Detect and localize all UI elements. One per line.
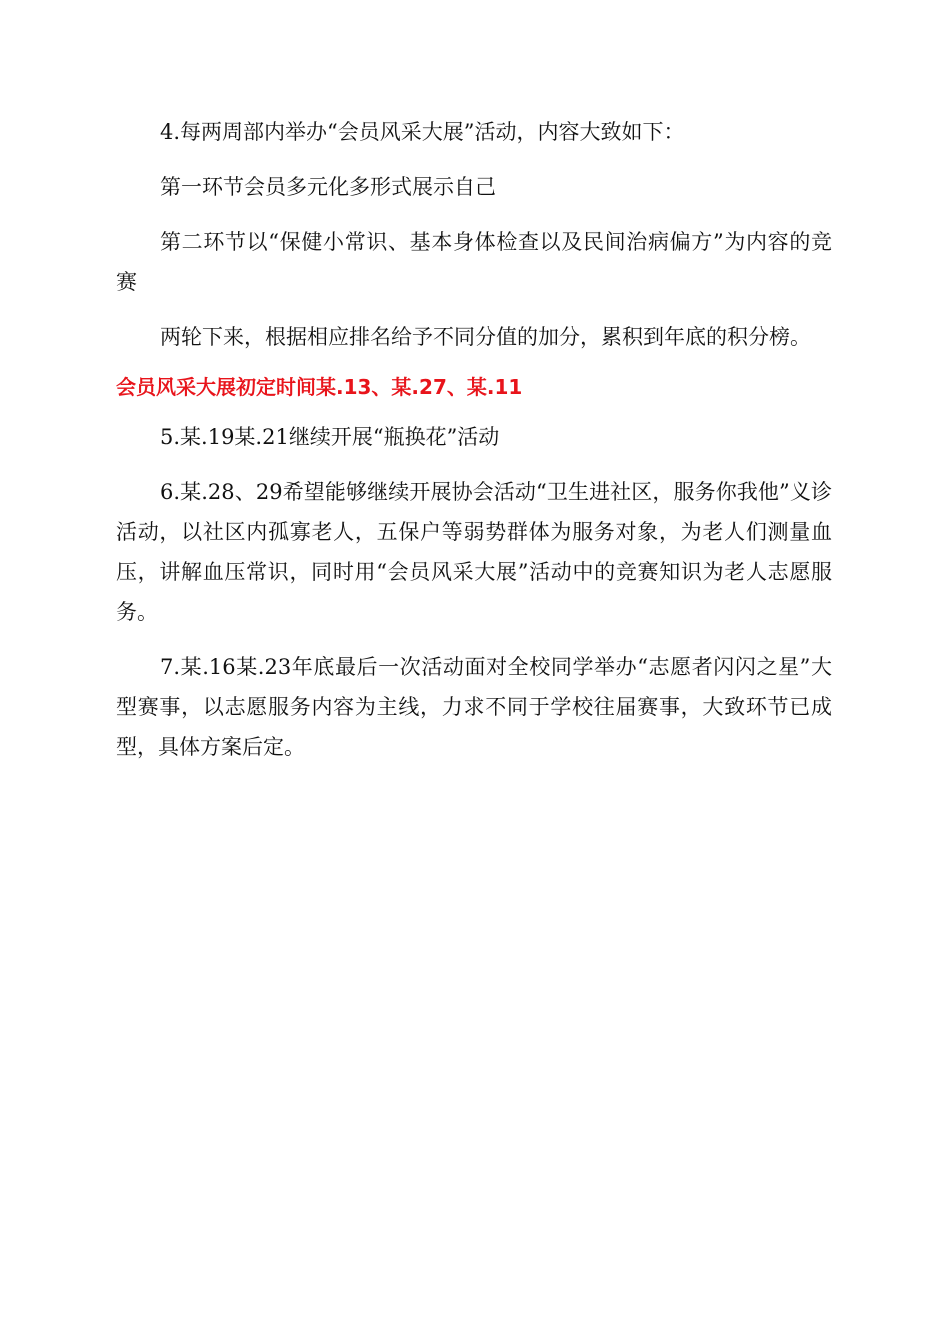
document-body <box>116 112 832 782</box>
paragraph-item-6: 6.某.28、29希望能够继续开展协会活动“卫生进社区，服务你我他”义诊活动，以社区内孤寡老人，五保户等弱势群体为服务对象，为老人们测量血压，讲解血压常识，同时用“会员风采大展”活动中的竞赛知识为老人志愿服务。 <box>116 480 832 624</box>
paragraph-item-4: 4.每两周部内举办“会员风采大展”活动，内容大致如下： <box>160 120 685 144</box>
paragraph-stage-two: 第二环节以“保健小常识、基本身体检查以及民间治病偏方”为内容的竞赛 <box>116 230 832 294</box>
paragraph-item-5: 5.某.19某.21继续开展“瓶换花”活动 <box>160 425 500 449</box>
paragraph-item-7: 7.某.16某.23年底最后一次活动面对全校同学举办“志愿者闪闪之星”大型赛事，以志愿服务内容为主线，力求不同于学校往届赛事，大致环节已成型，具体方案后定。 <box>116 655 832 759</box>
paragraph-ranking: 两轮下来，根据相应排名给予不同分值的加分，累积到年底的积分榜。 <box>160 325 811 349</box>
schedule-heading: 会员风采大展初定时间某.13、某.27、某.11 <box>116 375 523 399</box>
paragraph-stage-one: 第一环节会员多元化多形式展示自己 <box>160 175 496 199</box>
